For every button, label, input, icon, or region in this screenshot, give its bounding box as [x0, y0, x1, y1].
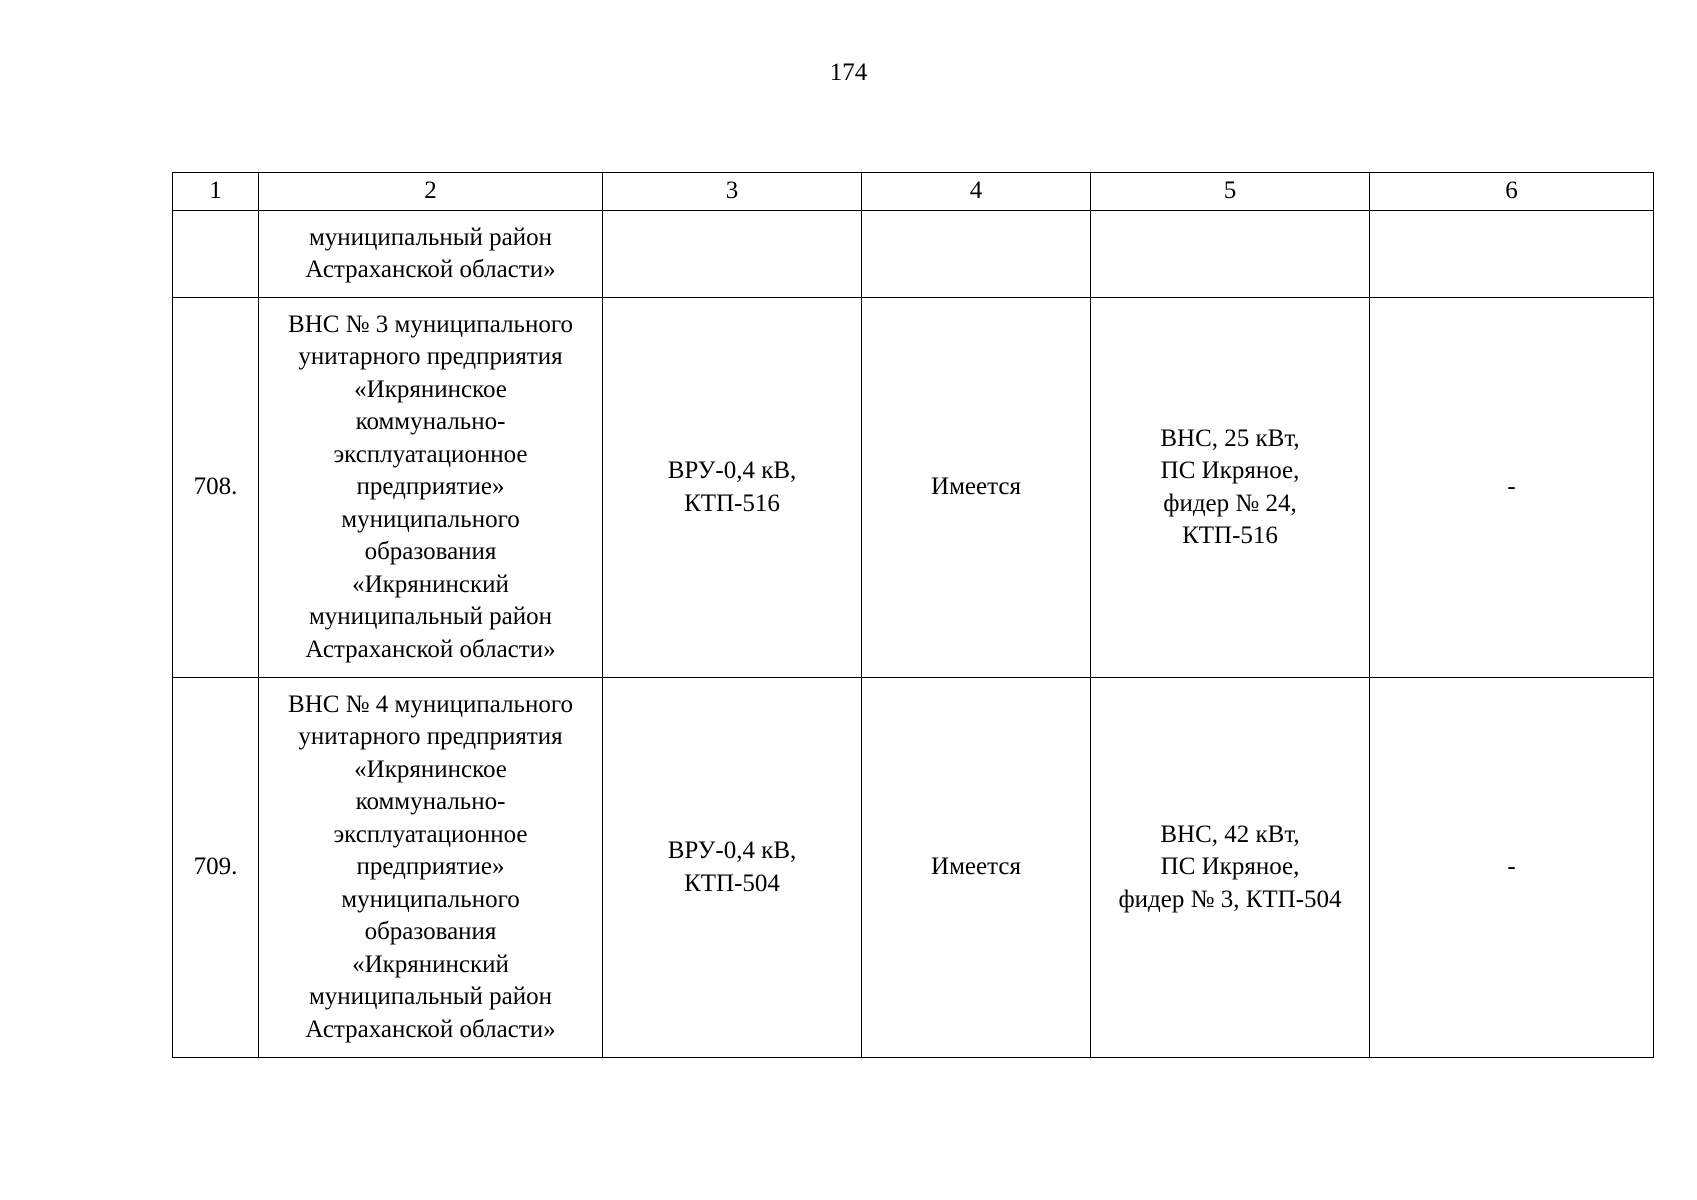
cell-line: ВНС № 4 муниципального	[288, 690, 573, 718]
cell-line: «Икрянинский	[352, 570, 509, 598]
cell-line: «Икрянинское	[354, 375, 507, 403]
cell-line: эксплуатационное	[333, 820, 528, 848]
status-cell	[862, 211, 1091, 298]
table-row-continuation	[173, 211, 1654, 298]
cell-line: муниципальный район	[308, 603, 553, 631]
column-header: 5	[1091, 173, 1370, 211]
status-cell: Имеется	[862, 678, 1091, 1058]
table-row	[173, 298, 1654, 678]
connection-cell	[603, 298, 862, 678]
note-cell	[1370, 211, 1654, 298]
column-header: 4	[862, 173, 1091, 211]
cell-line: ПС Икряное,	[1160, 457, 1300, 484]
status-cell: Имеется	[862, 298, 1091, 678]
row-number-cell	[173, 211, 259, 298]
table-header-row	[173, 173, 1654, 211]
cell-line: ПС Икряное,	[1160, 853, 1300, 881]
table-row	[173, 678, 1654, 1058]
cell-line: коммунально-	[355, 788, 506, 816]
details-cell	[1091, 211, 1370, 298]
cell-line: «Икрянинский	[352, 950, 509, 978]
note-cell: -	[1370, 298, 1654, 678]
cell-line: Астраханской области»	[305, 635, 556, 663]
column-header: 1	[173, 173, 259, 211]
object-name-cell	[259, 678, 603, 1058]
details-cell	[1091, 678, 1370, 1058]
column-header: 6	[1370, 173, 1654, 211]
page-number: 174	[829, 59, 868, 86]
cell-line: эксплуатационное	[333, 440, 528, 468]
column-header: 2	[259, 173, 603, 211]
cell-line: ВРУ-0,4 кВ,	[667, 457, 797, 484]
cell-line: Астраханской области»	[305, 1015, 556, 1043]
cell-line: образования	[364, 538, 497, 566]
column-header: 3	[603, 173, 862, 211]
cell-line: КТП-504	[684, 869, 780, 897]
cell-line: предприятие»	[356, 853, 505, 881]
cell-line: муниципальный район	[308, 983, 553, 1011]
row-number-cell: 709.	[173, 678, 259, 1058]
cell-line: КТП-516	[684, 489, 780, 517]
connection-cell	[603, 678, 862, 1058]
cell-line: ВНС, 25 кВт,	[1160, 424, 1300, 452]
cell-line: унитарного предприятия	[298, 343, 563, 371]
cell-line: ВНС, 42 кВт,	[1160, 820, 1300, 848]
cell-line: муниципальный район	[308, 223, 553, 251]
cell-line: коммунально-	[355, 408, 506, 436]
connection-cell	[603, 211, 862, 298]
row-number-cell: 708.	[173, 298, 259, 678]
cell-line: муниципального	[341, 505, 520, 533]
cell-line: фидер № 3, КТП-504	[1118, 885, 1342, 913]
data-table	[172, 172, 1654, 1058]
cell-line: «Икрянинское	[354, 755, 507, 783]
cell-line: Астраханской области»	[305, 256, 556, 283]
note-cell: -	[1370, 678, 1654, 1058]
cell-line: муниципального	[341, 885, 520, 913]
cell-line: КТП-516	[1182, 522, 1278, 549]
details-cell	[1091, 298, 1370, 678]
cell-line: ВНС № 3 муниципального	[288, 310, 573, 338]
cell-line: унитарного предприятия	[298, 723, 563, 751]
cell-line: фидер № 24,	[1163, 489, 1297, 517]
cell-line: предприятие»	[356, 473, 505, 501]
object-name-cell	[259, 211, 603, 298]
cell-line: образования	[364, 918, 497, 946]
object-name-cell	[259, 298, 603, 678]
cell-line: ВРУ-0,4 кВ,	[667, 837, 797, 864]
